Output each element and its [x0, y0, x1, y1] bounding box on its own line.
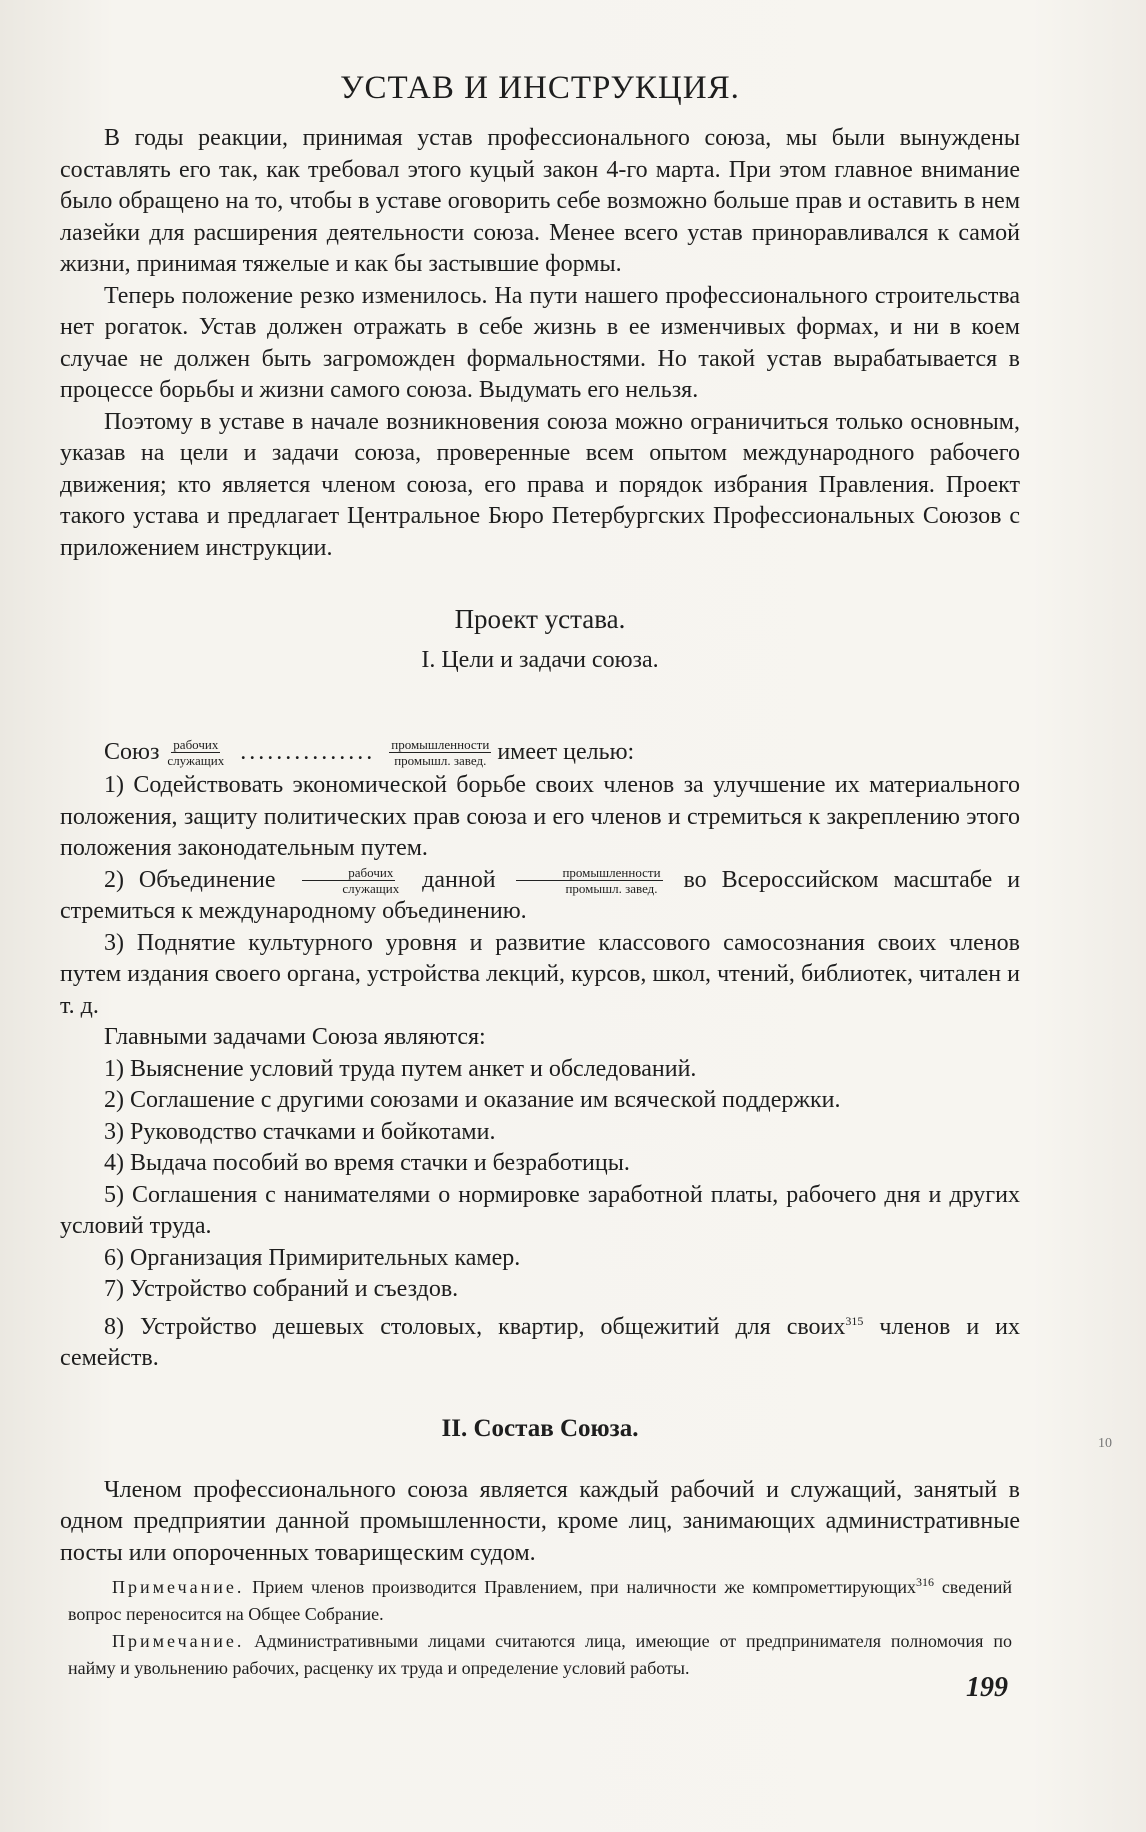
task8-text: 8) Устройство дешевых столовых, квартир, общежитий для своих — [104, 1313, 846, 1340]
page-number: 199 — [966, 1672, 1008, 1703]
intro-paragraph: В годы реакции, принимая устав профессионального союза, мы были вынуждены составлять его так, как требовал этого куцый закон 4-го марта. При этом главное внимание было обращено на то, чтобы в уставе оговорить себе возможно больше прав и оставить в нем лазейки для расширения деятельности союза. Менее всего устав приноравливался к самой жизни, принимая тяжелые и как бы застывшие формы. — [60, 125, 1020, 277]
note-1 — [60, 1569, 1020, 1628]
goal-item-3: 3) Поднятие культурного уровня и развитие классового самосознания своих членов путем издания своего органа, устройства лекций, курсов, школ, чтений, библиотек, читален и т. д. — [60, 929, 1020, 1019]
task-item: 6) Организация Примирительных камер. — [104, 1244, 521, 1271]
fraction-numerator: рабочих — [173, 736, 219, 752]
membership-paragraph: Членом профессионального союза является каждый рабочий и служащий, занятый в одном предприятии данной промышленности, кроме лиц, занимающих административные посты или опороченных товарищеским судом. — [60, 1476, 1020, 1566]
workers-fraction — [296, 865, 401, 896]
note-2 — [60, 1628, 1020, 1682]
note-label: Примечание. — [112, 1631, 245, 1652]
industry-fraction — [389, 737, 491, 768]
section-2-title: II. Состав Союза. — [441, 1414, 639, 1442]
goal2-suffix: во Всероссийском масштабе и стремиться к международному объединению. — [60, 866, 1021, 925]
goal-line-suffix: имеет целью: — [497, 739, 635, 765]
document-title: УСТАВ И ИНСТРУКЦИЯ. — [340, 70, 740, 106]
note-label: Примечание. — [112, 1577, 245, 1598]
task-item: 3) Руководство стачками и бойкотами. — [104, 1118, 496, 1145]
task-item: 1) Выяснение условий труда путем анкет и обследований. — [104, 1055, 697, 1082]
workers-fraction — [165, 737, 226, 768]
goal-item-2 — [60, 865, 1020, 928]
goal2-prefix: 2) Объединение — [104, 866, 276, 893]
fraction-denominator: служащих — [342, 881, 400, 897]
intro-paragraph: Теперь положение резко изменилось. На пути нашего профессионального строительства нет рогаток. Устав должен отражать в себе жизнь в ее изменчивых формах, и ни в коем случае не должен быть загроможден формальностями. Но такой устав вырабатывается в процессе борьбы и жизни самого союза. Выдумать его нельзя. — [60, 282, 1020, 403]
note2-text: Административными лицами считаются лица, имеющие от предпринимателя полномочия по найму и увольнению рабочих, расценку их труда и определение условий работы. — [68, 1631, 1012, 1679]
footnote-ref: 315 — [845, 1313, 864, 1328]
note1-text-end: сведений вопрос переносится на Общее Собрание. — [68, 1577, 1012, 1625]
goal-line-prefix: Союз — [104, 739, 160, 765]
industry-fraction — [516, 865, 662, 896]
tasks-heading: Главными задачами Союза являются: — [104, 1024, 486, 1051]
task-item: 7) Устройство собраний и съездов. — [104, 1276, 459, 1303]
task-item: 5) Соглашения с нанимателями о нормировке заработной платы, рабочего дня и других условий труда. — [60, 1181, 1020, 1240]
goal-item-1: 1) Содействовать экономической борьбе своих членов за улучшение их материального положения, защиту политических прав союза и его членов и стремиться к закреплению этого положения законодательным путем. — [60, 772, 1020, 861]
blank-dots: ............... — [240, 739, 376, 765]
fraction-denominator: промышл. завед. — [394, 752, 487, 768]
goal2-middle: данной — [422, 866, 496, 893]
fraction-numerator: промышленности — [516, 865, 662, 881]
task-item-8 — [60, 1306, 1020, 1375]
intro-paragraph: Поэтому в уставе в начале возникновения союза можно ограничиться только основным, указав на цели и задачи союза, проверенные всем опытом международного рабочего движения; кто является членом союза, его права и порядок избрания Правления. Проект такого устава и предлагает Центральное Бюро Петербургских Профессиональных Союзов с приложением инструкции. — [60, 408, 1020, 561]
fraction-numerator: промышленности — [391, 736, 490, 752]
page-content — [60, 70, 1020, 1682]
task-item: 4) Выдача пособий во время стачки и безработицы. — [104, 1150, 630, 1177]
fraction-denominator: промышл. завед. — [565, 881, 658, 897]
margin-mark: 10 — [1098, 1436, 1112, 1451]
section-1-title: I. Цели и задачи союза. — [421, 647, 659, 673]
task8-text-end: членов и их семейств. — [60, 1313, 1021, 1372]
fraction-denominator: служащих — [167, 752, 225, 768]
project-title: Проект устава. — [454, 604, 626, 634]
union-goal-line — [60, 734, 1020, 770]
fraction-numerator: рабочих — [302, 865, 395, 881]
note1-text: Прием членов производится Правлением, при наличности же компрометтирующих — [252, 1577, 916, 1598]
footnote-ref: 316 — [915, 1575, 934, 1590]
task-item: 2) Соглашение с другими союзами и оказание им всяческой поддержки. — [104, 1087, 841, 1114]
